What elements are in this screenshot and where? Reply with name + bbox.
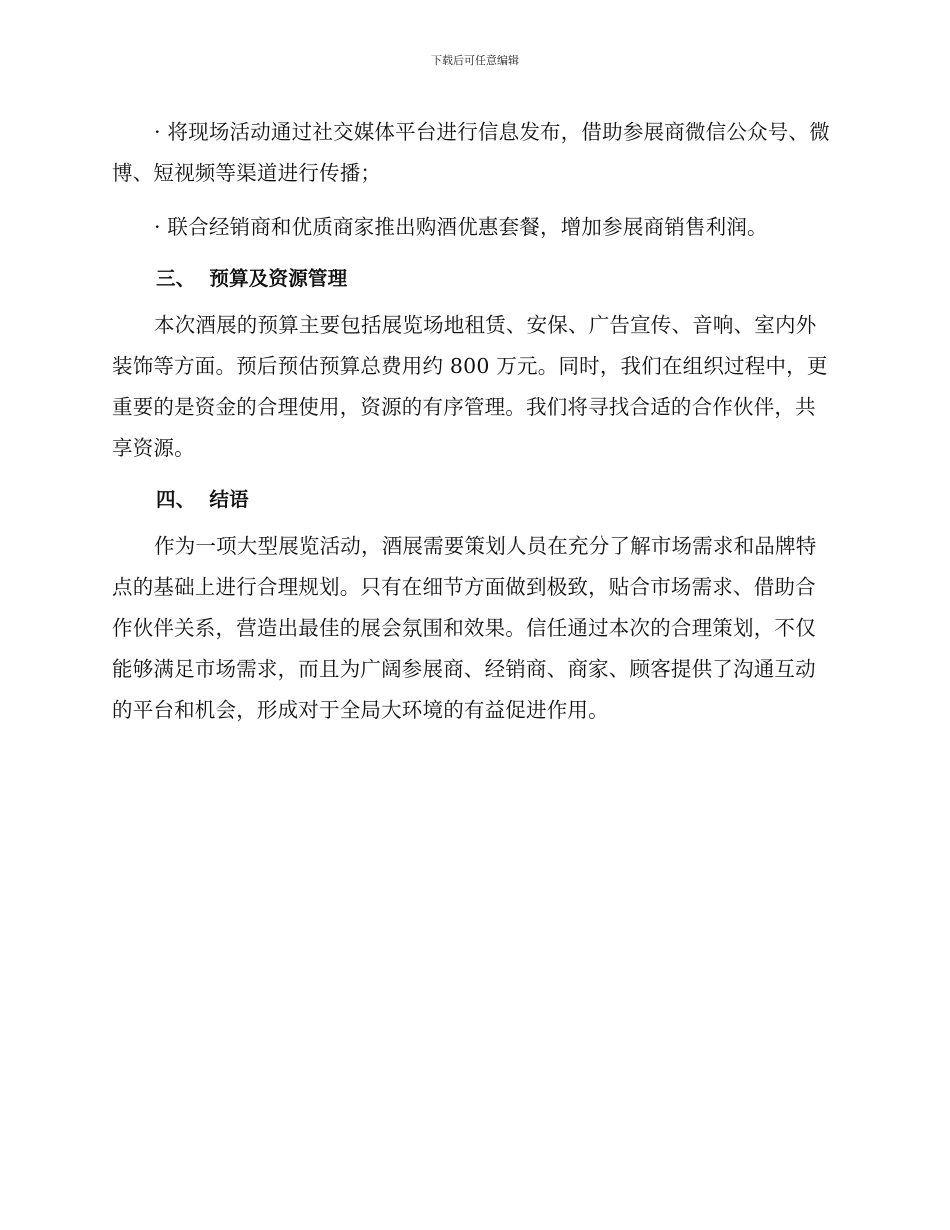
section-heading-conclusion	[112, 479, 832, 520]
section-title: 结语	[209, 488, 249, 511]
page-header: 下载后可任意编辑	[431, 54, 519, 67]
budget-paragraph: 本次酒展的预算主要包括展览场地租赁、安保、广告宣传、音响、室内外装饰等方面。预后预估预算总费用约 800 万元。同时，我们在组织过程中，更重要的是资金的合理使用，资源的有序管理。我们将寻找合适的合作伙伴，共享资源。	[112, 313, 828, 460]
document-body	[112, 112, 832, 731]
section-title: 预算及资源管理	[209, 267, 348, 290]
section-number: 四、	[156, 488, 196, 511]
conclusion-paragraph: 作为一项大型展览活动，酒展需要策划人员在充分了解市场需求和品牌特点的基础上进行合理规划。只有在细节方面做到极致，贴合市场需求、借助合作伙伴关系，营造出最佳的展会氛围和效果。信任通过本次的合理策划，不仅能够满足市场需求，而且为广阔参展商、经销商、商家、顾客提供了沟通互动的平台和机会，形成对于全局大环境的有益促进作用。	[112, 534, 817, 722]
section-number: 三、	[156, 267, 196, 290]
bullet-paragraph-social-media: · 将现场活动通过社交媒体平台进行信息发布，借助参展商微信公众号、微博、短视频等渠道进行传播；	[112, 120, 830, 185]
section-heading-budget	[112, 258, 832, 299]
bullet-paragraph-promotion: · 联合经销商和优质商家推出购酒优惠套餐，增加参展商销售利润。	[154, 215, 768, 239]
